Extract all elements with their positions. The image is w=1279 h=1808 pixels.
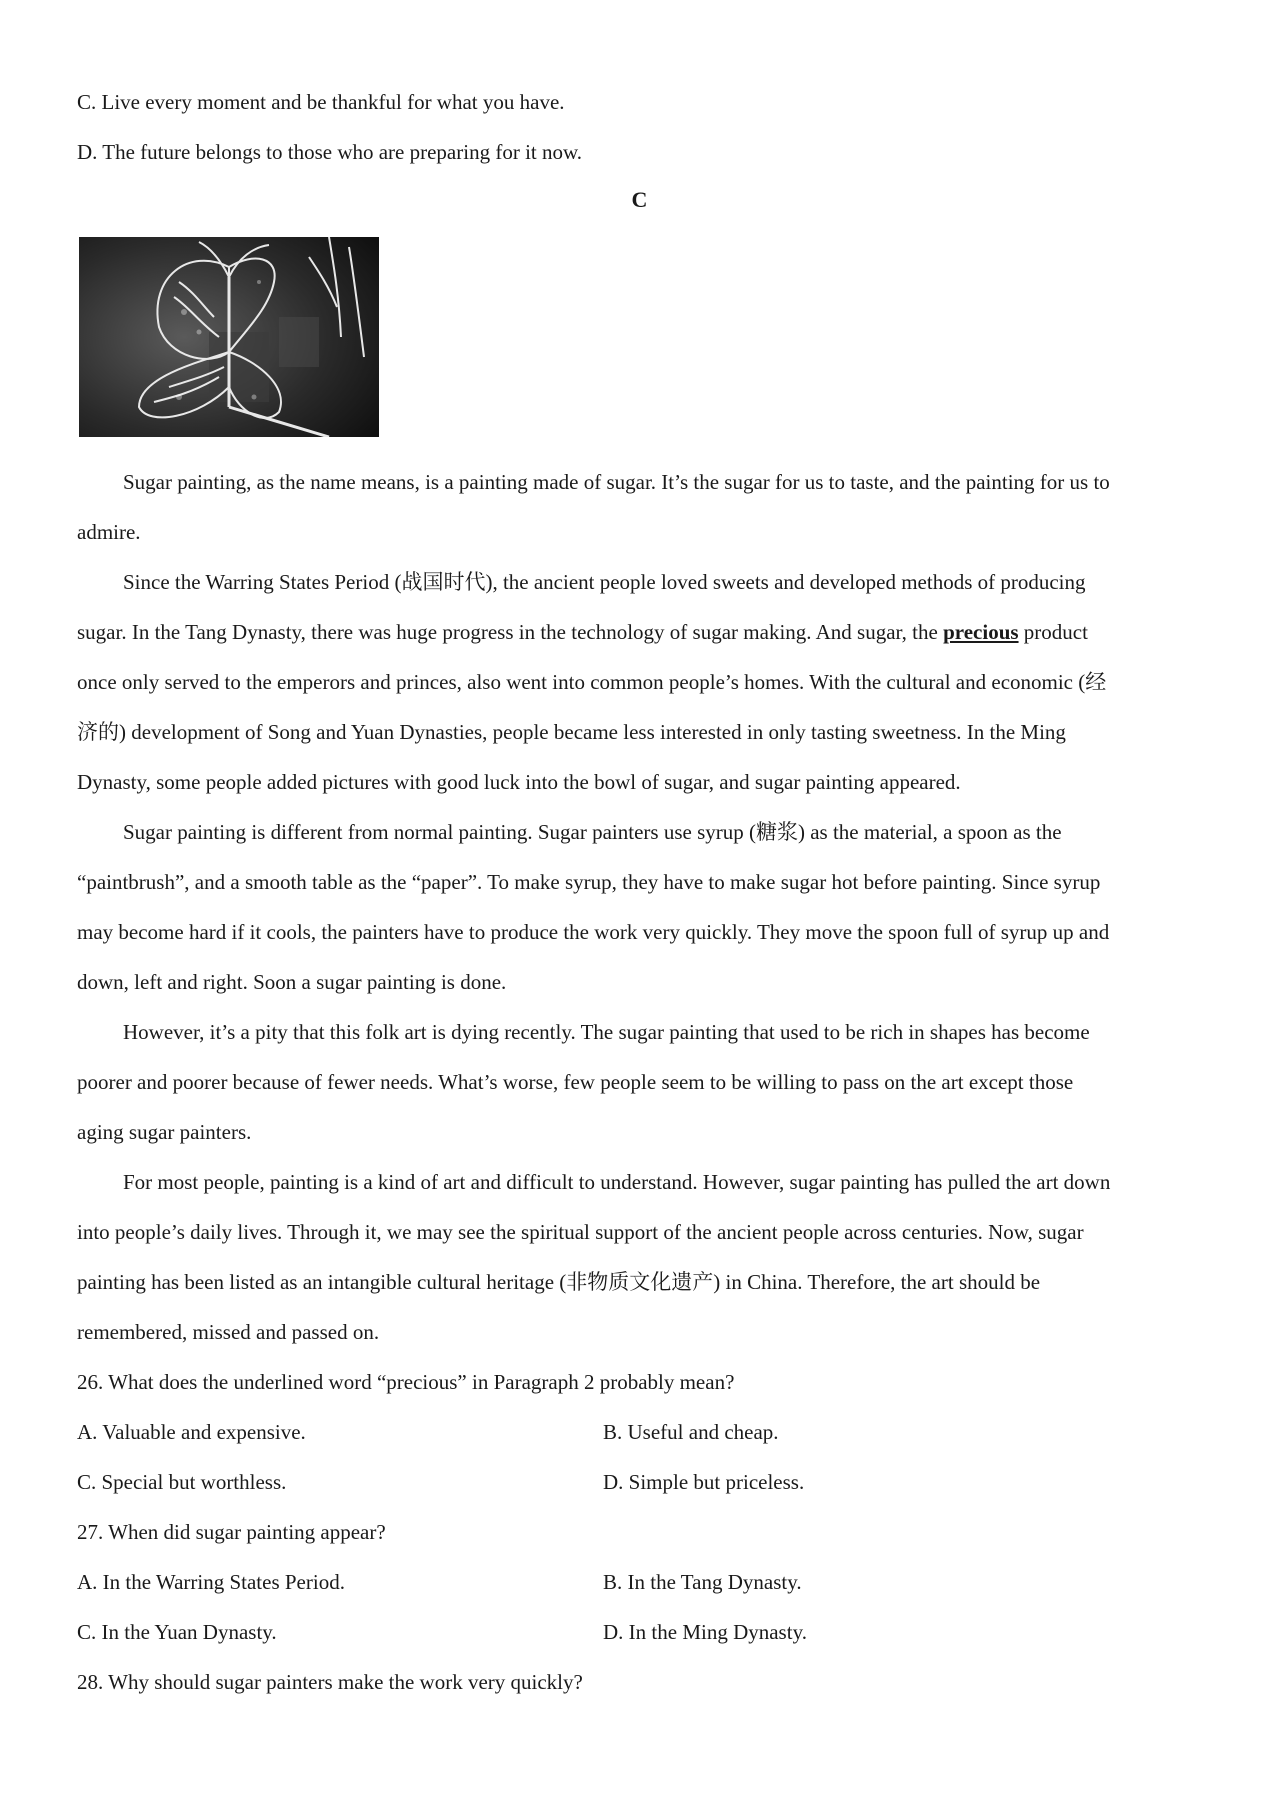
prev-option-c: C. Live every moment and be thankful for what you have. bbox=[77, 90, 565, 114]
question-27-option-d[interactable]: D. In the Ming Dynasty. bbox=[603, 1620, 807, 1644]
section-label: C bbox=[631, 187, 648, 212]
passage-p5-line2: into people’s daily lives. Through it, we may see the spiritual support of the ancient people across centuries. Now, sugar bbox=[77, 1220, 1084, 1244]
passage-p1-line2: admire. bbox=[77, 520, 141, 544]
passage-p4-line2: poorer and poorer because of fewer needs. What’s worse, few people seem to be willing to pass on the art except those bbox=[77, 1070, 1074, 1094]
question-27-option-c[interactable]: C. In the Yuan Dynasty. bbox=[77, 1620, 277, 1644]
question-27-option-b[interactable]: B. In the Tang Dynasty. bbox=[603, 1570, 802, 1594]
question-26-option-a[interactable]: A. Valuable and expensive. bbox=[77, 1420, 306, 1444]
butterfly-icon bbox=[79, 237, 379, 437]
passage-p5-line4: remembered, missed and passed on. bbox=[77, 1320, 380, 1344]
question-26-option-b[interactable]: B. Useful and cheap. bbox=[603, 1420, 779, 1444]
passage-p3-line2: “paintbrush”, and a smooth table as the “paper”. To make syrup, they have to make sugar hot before painting. Since syrup bbox=[77, 870, 1101, 894]
passage-p4-line1: However, it’s a pity that this folk art is dying recently. The sugar painting that used to be rich in shapes has become bbox=[123, 1020, 1090, 1044]
question-28-stem: 28. Why should sugar painters make the work very quickly? bbox=[77, 1670, 583, 1694]
prev-option-d: D. The future belongs to those who are preparing for it now. bbox=[77, 140, 583, 164]
passage-p3-line1: Sugar painting is different from normal painting. Sugar painters use syrup (糖浆) as the material, a spoon as the bbox=[123, 820, 1062, 844]
sugar-butterfly-photo bbox=[79, 237, 379, 437]
underlined-word-precious: precious bbox=[943, 620, 1019, 644]
passage-p2-line5: Dynasty, some people added pictures with good luck into the bowl of sugar, and sugar painting appeared. bbox=[77, 770, 961, 794]
passage-p2-line3: once only served to the emperors and princes, also went into common people’s homes. With the cultural and economic (经 bbox=[77, 670, 1107, 694]
question-26-option-c[interactable]: C. Special but worthless. bbox=[77, 1470, 287, 1494]
question-26-option-d[interactable]: D. Simple but priceless. bbox=[603, 1470, 805, 1494]
passage-text: product bbox=[1018, 620, 1088, 644]
passage-p5-line1: For most people, painting is a kind of art and difficult to understand. However, sugar painting has pulled the art down bbox=[123, 1170, 1111, 1194]
question-27-stem: 27. When did sugar painting appear? bbox=[77, 1520, 386, 1544]
passage-p4-line3: aging sugar painters. bbox=[77, 1120, 252, 1144]
question-27-option-a[interactable]: A. In the Warring States Period. bbox=[77, 1570, 345, 1594]
question-26-stem: 26. What does the underlined word “precious” in Paragraph 2 probably mean? bbox=[77, 1370, 735, 1394]
passage-p2-line2 bbox=[77, 618, 1202, 646]
passage-p2-line1: Since the Warring States Period (战国时代), the ancient people loved sweets and developed methods of producing bbox=[123, 570, 1086, 594]
passage-p1-line1: Sugar painting, as the name means, is a painting made of sugar. It’s the sugar for us to taste, and the painting for us to bbox=[123, 470, 1110, 494]
passage-p2-line4: 济的) development of Song and Yuan Dynasties, people became less interested in only tasting sweetness. In the Ming bbox=[77, 720, 1066, 744]
passage-p5-line3: painting has been listed as an intangible cultural heritage (非物质文化遗产) in China. Therefore, the art should be bbox=[77, 1270, 1041, 1294]
passage-text: sugar. In the Tang Dynasty, there was huge progress in the technology of sugar making. And sugar, the bbox=[77, 620, 944, 644]
passage-p3-line4: down, left and right. Soon a sugar painting is done. bbox=[77, 970, 507, 994]
passage-p3-line3: may become hard if it cools, the painters have to produce the work very quickly. They move the spoon full of syrup up and bbox=[77, 920, 1110, 944]
